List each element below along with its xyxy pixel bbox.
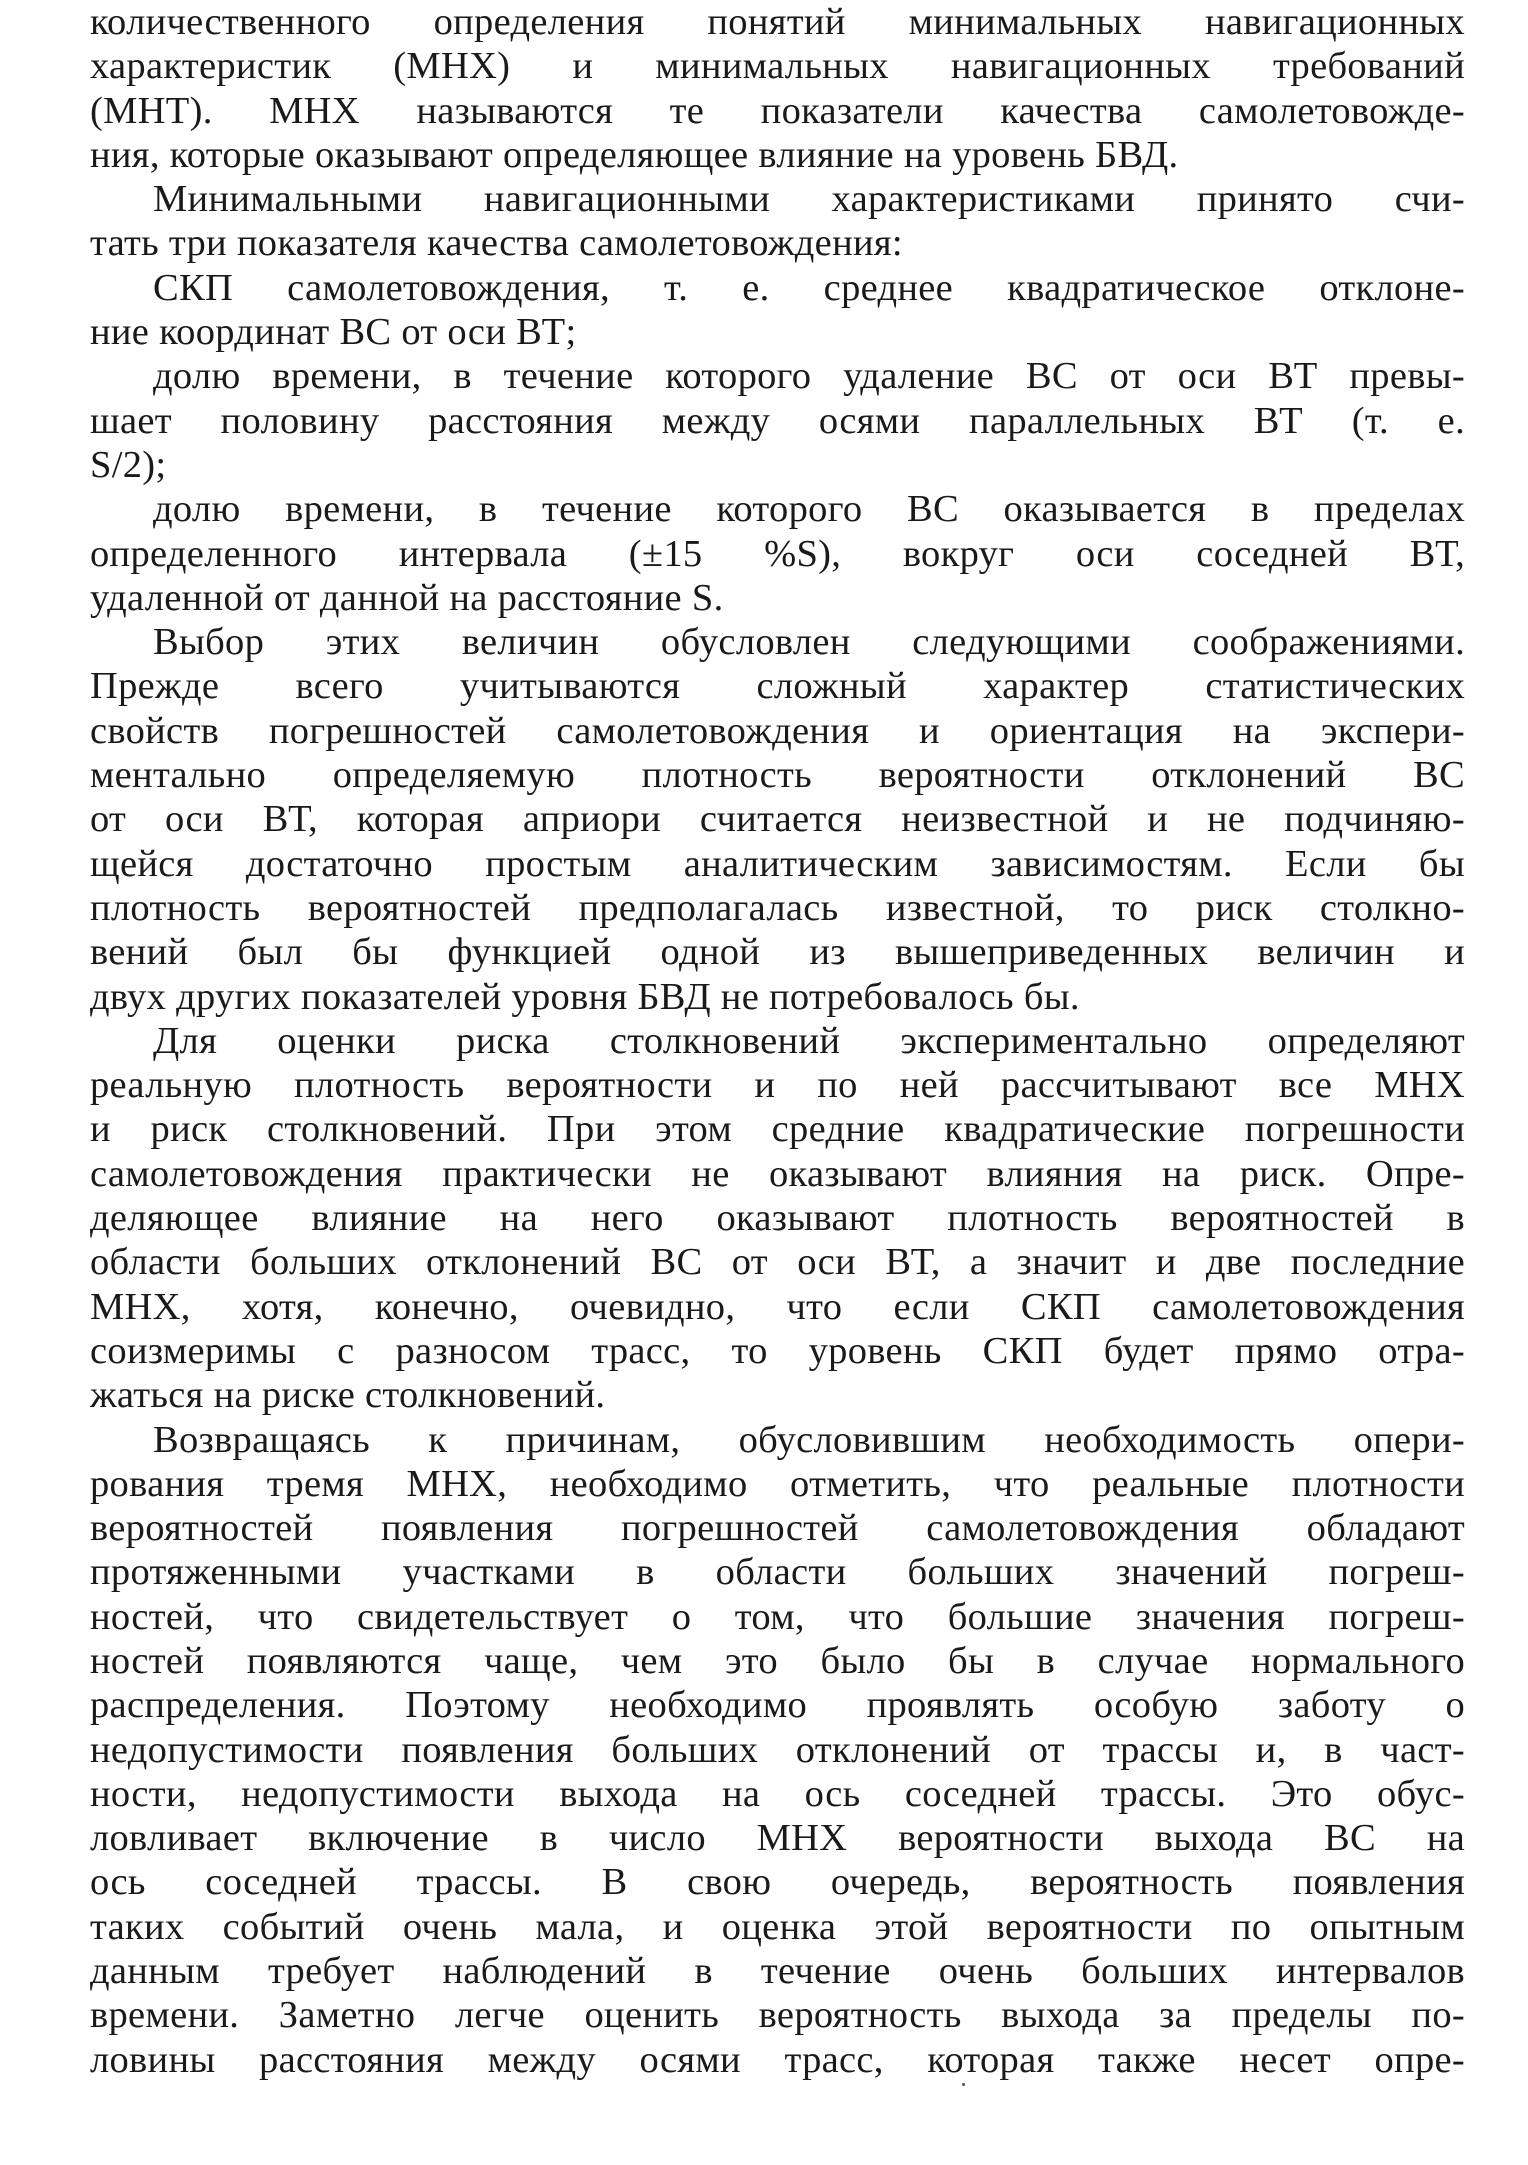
text-line: СКП самолетовождения, т. е. среднее квадратическое отклоне- — [153, 266, 1465, 309]
text-line: ментально определяемую плотность вероятности отклонений ВС — [90, 754, 1465, 797]
text-line: самолетовождения практически не оказывают влияния на риск. Опре- — [90, 1152, 1465, 1195]
text-line: шает половину расстояния между осями параллельных ВТ (т. е. — [90, 399, 1465, 442]
text-line: таких событий очень мала, и оценка этой вероятности по опытным — [90, 1905, 1465, 1948]
text-line: долю времени, в течение которого удаление ВС от оси ВТ превы- — [153, 355, 1465, 398]
document-page — [90, 0, 1465, 2165]
text-line: ности, недопустимости выхода на ось соседней трассы. Это обус- — [90, 1772, 1465, 1815]
text-line: вероятностей появления погрешностей самолетовождения обладают — [90, 1507, 1465, 1550]
text-line: ностей появляются чаще, чем это было бы в случае нормального — [90, 1639, 1465, 1682]
text-line: ловливает включение в число МНХ вероятности выхода ВС на — [90, 1817, 1465, 1860]
text-line: характеристик (МНХ) и минимальных навигационных требований — [90, 45, 1465, 88]
text-line: ось соседней трассы. В свою очередь, вероятность появления — [90, 1861, 1465, 1904]
text-line: времени. Заметно легче оценить вероятность выхода за пределы по- — [90, 1994, 1465, 2037]
text-line: рования тремя МНХ, необходимо отметить, что реальные плотности — [90, 1462, 1465, 1505]
text-line: деляющее влияние на него оказывают плотность вероятностей в — [90, 1197, 1465, 1240]
text-line: тать три показателя качества самолетовождения: — [90, 222, 903, 265]
text-line: ния, которые оказывают определяющее влияние на уровень БВД. — [90, 133, 1179, 176]
text-line: от оси ВТ, которая априори считается неизвестной и не подчиняю- — [90, 798, 1465, 841]
text-line: ловины расстояния между осями трасс, которая также несет опре- — [90, 2038, 1465, 2081]
text-line: протяженными участками в области больших значений погреш- — [90, 1551, 1465, 1594]
text-line: (МНТ). МНХ называются те показатели качества самолетовожде- — [90, 89, 1465, 132]
text-line: распределения. Поэтому необходимо проявлять особую заботу о — [90, 1684, 1465, 1727]
text-line: долю времени, в течение которого ВС оказывается в пределах — [153, 488, 1465, 531]
text-line: Возвращаясь к причинам, обусловившим необходимость опери- — [153, 1418, 1465, 1461]
text-line: S/2); — [90, 443, 167, 486]
text-line: МНХ, хотя, конечно, очевидно, что если СКП самолетовождения — [90, 1285, 1465, 1328]
text-line: жаться на риске столкновений. — [90, 1374, 606, 1417]
text-line: ностей, что свидетельствует о том, что большие значения погреш- — [90, 1595, 1465, 1638]
text-line: Минимальными навигационными характеристиками принято счи- — [153, 178, 1465, 221]
text-line: и риск столкновений. При этом средние квадратические погрешности — [90, 1108, 1465, 1151]
text-line: количественного определения понятий минимальных навигационных — [90, 1, 1465, 43]
text-line: плотность вероятностей предполагалась известной, то риск столкно- — [90, 886, 1465, 929]
text-line: недопустимости появления больших отклонений от трассы и, в част- — [90, 1728, 1465, 1771]
text-line: определенного интервала (±15 %S), вокруг оси соседней ВТ, — [90, 532, 1465, 575]
text-line: щейся достаточно простым аналитическим зависимостям. Если бы — [90, 842, 1465, 885]
text-line: Выбор этих величин обусловлен следующими соображениями. — [153, 621, 1465, 664]
text-line: двух других показателей уровня БВД не потребовалось бы. — [90, 975, 1080, 1018]
scan-speck — [962, 2083, 965, 2086]
text-line: Прежде всего учитываются сложный характер статистических — [90, 665, 1465, 708]
text-line: соизмеримы с разносом трасс, то уровень СКП будет прямо отра- — [90, 1329, 1465, 1372]
text-line: удаленной от данной на расстояние S. — [90, 576, 724, 619]
text-line: реальную плотность вероятности и по ней рассчитывают все МНХ — [90, 1064, 1465, 1107]
text-line: данным требует наблюдений в течение очень больших интервалов — [90, 1950, 1465, 1993]
text-line: ние координат ВС от оси ВТ; — [90, 311, 577, 354]
text-line: свойств погрешностей самолетовождения и ориентация на экспери- — [90, 709, 1465, 752]
text-line: области больших отклонений ВС от оси ВТ, а значит и две последние — [90, 1241, 1465, 1284]
text-line: вений был бы функцией одной из вышеприведенных величин и — [90, 931, 1465, 974]
text-line: Для оценки риска столкновений экспериментально определяют — [153, 1019, 1465, 1062]
